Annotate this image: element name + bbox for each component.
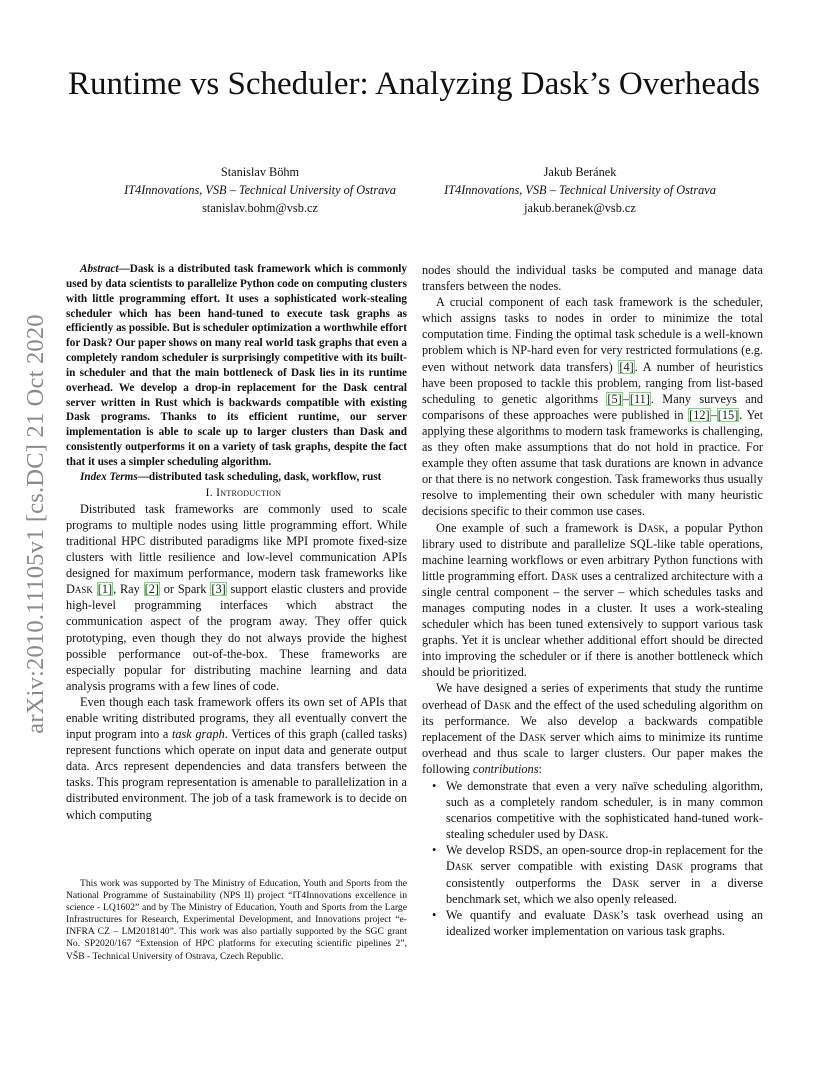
list-item: • We develop RSDS, an open-source drop-in replacement for the Dask server compatible with existing Dask programs that consistently outperforms the Dask server in a diverse benchmark set, which we also openly released. — [446, 842, 763, 906]
dask-name: Dask — [612, 875, 640, 890]
citation-link[interactable]: [15] — [717, 407, 739, 422]
intro-paragraph-2: Even though each task framework offers its own set of APIs that enable writing distributed programs, they all eventually convert the input program into a task graph. Vertices of this graph (called tasks) represent functions which operate on input data and generate output data. Arcs represent dependencies and data transfers between the tasks. This program representation is amenable to parallelization in a distributed environment. The job of a task framework is to decide on which computing — [66, 694, 407, 822]
citation-link[interactable]: [11] — [629, 391, 650, 406]
right-column — [422, 262, 763, 939]
list-item: • We demonstrate that even a very naïve scheduling algorithm, such as a completely random scheduler, is in many common scenarios competitive with the sophisticated hand-tuned work-stealing scheduler used by Dask. — [446, 778, 763, 842]
dask-name: Dask — [484, 697, 511, 712]
abstract-label: Abstract — [80, 263, 119, 275]
author-name: Stanislav Böhm — [220, 165, 300, 179]
dask-name: Dask — [593, 907, 621, 922]
author-affiliation: IT4Innovations, VSB – Technical University of Ostrava — [444, 183, 716, 197]
rsds-name: RSDS — [508, 843, 540, 858]
footnote — [66, 878, 407, 963]
citation-link[interactable]: [5] — [607, 391, 622, 406]
index-terms — [66, 470, 407, 485]
citation-link[interactable]: [2] — [144, 582, 159, 597]
arxiv-identifier-text: arXiv:2010.11105v1 [cs.DC] 21 Oct 2020 — [22, 314, 50, 734]
left-column — [66, 262, 407, 823]
emphasis-task-graph: task graph — [171, 727, 225, 742]
section-number: I. — [205, 486, 213, 499]
index-terms-label: Index Terms — [80, 470, 138, 483]
dask-name: Dask — [578, 827, 606, 842]
author-block-1 — [110, 163, 410, 217]
arxiv-identifier-stamp — [22, 286, 50, 762]
dask-name: Dask — [446, 859, 473, 874]
citation-link[interactable]: [12] — [689, 407, 710, 422]
citation-link[interactable]: [3] — [211, 582, 226, 597]
intro-paragraph-4: One example of such a framework is Dask, a popular Python library used to distribute and parallelize SQL-like table operations, machine learning workflows or even arbitrary Python functions with little programming effort. Dask uses a centralized architecture with a single central component – the server – which schedules tasks and manages computing nodes in a cluster. It uses a work-stealing scheduler which has been tuned extensively to support various task graphs. Yet it is unclear whether additional effort should be directed into improving the scheduler or if there is another bottleneck which should be prioritized. — [422, 520, 763, 680]
citation-link[interactable]: [1] — [97, 582, 113, 597]
footnote-text: This work was supported by The Ministry of Education, Youth and Sports from the National Programme of Sustainability (NPS II) project “IT4Innovations excellence in science - LQ1602” and by The Ministry of Education, Youth and Sports from the Large Infrastructures for Research, Experimental Development, and Innovations project “e-INFRA CZ – LM2018140”. This work was also partially supported by the SGC grant No. SP2020/167 “Extension of HPC platforms for executing scientific pipelines 2”, VŠB - Technical University of Ostrava, Czech Republic. — [66, 878, 407, 962]
contributions-list — [422, 778, 763, 939]
dask-name: Dask — [551, 568, 579, 583]
intro-paragraph-continued: nodes should the individual tasks be computed and manage data transfers between the nodes. — [422, 263, 763, 294]
dask-name: Dask — [66, 582, 93, 597]
intro-paragraph-1: Distributed task frameworks are commonly used to scale programs to multiple nodes using little programming effort. While traditional HPC distributed paradigms like MPI promote fixed-size clusters with little resilience and low-level communication APIs designed for maximum performance, modern task frameworks like Dask [1], Ray [2] or Spark [3] support elastic clusters and provide high-level programming interfaces which abstract the communication aspect of the program away. They offer quick prototyping, even though they do not always provide the highest possible performance out-of-the-box. These frameworks are especially popular for distributing machine learning and data analysis programs with a few lines of code. — [66, 501, 407, 693]
paper-title: Runtime vs Scheduler: Analyzing Dask’s Overheads — [68, 66, 760, 102]
dask-name: Dask — [656, 859, 683, 874]
citation-link[interactable]: [4] — [619, 359, 634, 374]
section-heading-introduction — [66, 485, 407, 501]
author-email: jakub.beranek@vsb.cz — [524, 201, 636, 215]
list-item: • We quantify and evaluate Dask’s task overhead using an idealized worker implementation on various task graphs. — [446, 907, 763, 939]
index-terms-text: —distributed task scheduling, dask, workflow, rust — [137, 470, 382, 483]
emphasis-contributions: contributions — [472, 761, 539, 776]
intro-paragraph-5: We have designed a series of experiments that study the runtime overhead of Dask and the effect of the used scheduling algorithm on its performance. We also develop a backwards compatible replacement of the Dask server which aims to minimize its runtime overhead and thus scale to larger clusters. Our paper makes the following contributions: — [422, 681, 763, 776]
author-affiliation: IT4Innovations, VSB – Technical University of Ostrava — [124, 183, 396, 197]
intro-paragraph-3: A crucial component of each task framework is the scheduler, which assigns tasks to nodes in order to minimize the total computation time. Finding the optimal task schedule is a well-known problem which is NP-hard even for very restricted formulations (e.g. even without network data transfers) [4]. A number of heuristics have been proposed to tackle this problem, ranging from list-based scheduling to genetic algorithms [5]–[11]. Many surveys and comparisons of these approaches were published in [12]–[15]. Yet applying these algorithms to modern task frameworks is challenging, as they often make assumptions that do not hold in practice. For example they often assume that task durations are known in advance or that there is no network congestion. Task frameworks thus usually resolve to implementing their own scheduler with many heuristic decisions specific to their common use cases. — [422, 295, 764, 519]
dask-name: Dask — [519, 729, 547, 744]
author-name: Jakub Beránek — [543, 165, 617, 179]
author-email: stanislav.bohm@vsb.cz — [202, 201, 318, 215]
abstract-text: —Dask is a distributed task framework which is commonly used by data scientists to parallelize Python code on computing clusters with little programming effort. It uses a sophisticated work-stealing scheduler which has been hand-tuned to execute task graphs as efficiently as possible. But is scheduler optimization a worthwhile effort for Dask? Our paper shows on many real world task graphs that even a completely random scheduler is surprisingly competitive with its built-in scheduler and that the main bottleneck of Dask lies in its runtime overhead. We develop a drop-in replacement for the Dask central server written in Rust which is backwards compatible with existing Dask programs. Thanks to its efficient runtime, our server implementation is able to scale up to larger clusters than Dask and consistently outperforms it on a variety of task graphs, despite the fact that it uses a simpler scheduling algorithm. — [66, 263, 407, 468]
section-title: Introduction — [216, 486, 282, 499]
author-block-2 — [420, 163, 740, 217]
dask-name: Dask — [638, 520, 666, 535]
abstract — [66, 262, 407, 470]
